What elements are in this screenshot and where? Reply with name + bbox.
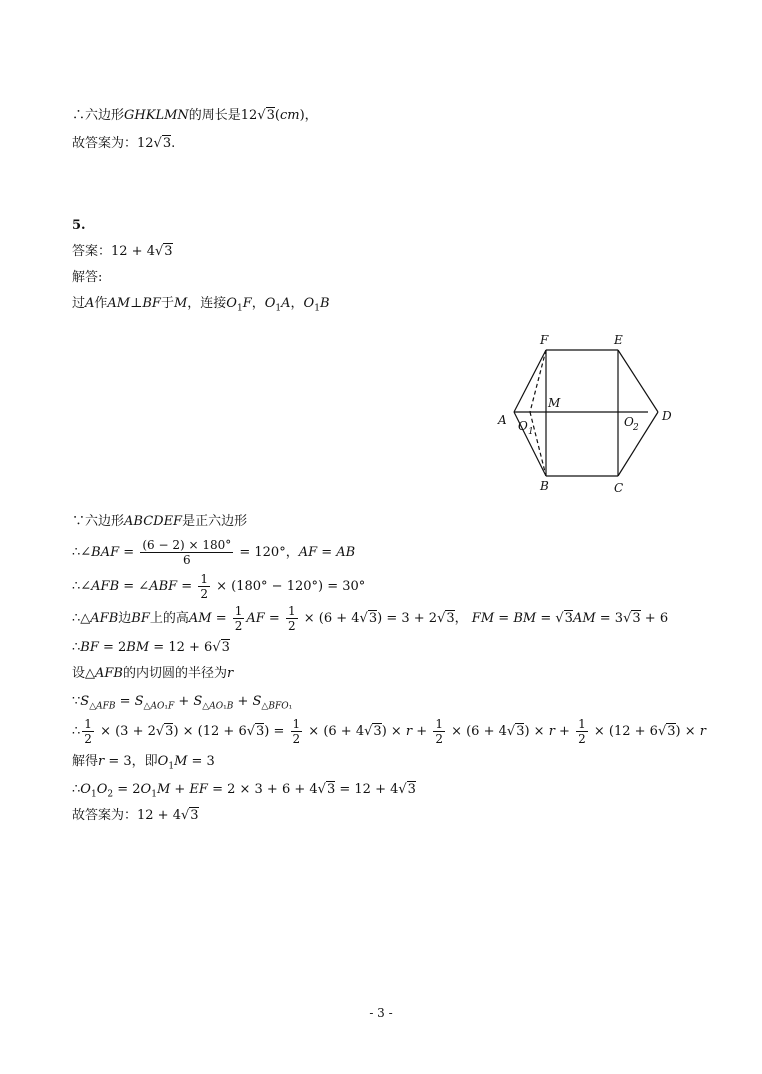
step-angle-baf: ∴∠BAF = $\frac{(6 - 2) \times 180^\circ}{6}$ = 120°，AF = AB <box>72 538 356 567</box>
label-C: C <box>614 481 624 495</box>
hexagon-figure <box>490 328 680 498</box>
text-line-answer-prev: 故答案为：12√3. <box>72 136 176 151</box>
label-B: B <box>540 479 549 493</box>
construct-line: 过A作AM⊥BF于M，连接$O_1F$，$O_1A$，$O_1B$ <box>72 296 330 314</box>
step-solve-r: 解得r = 3，即$O_1M = 3$ <box>72 754 215 772</box>
step-area-equation: ∴ $\frac{1}{2}$ × (3 + 2√3) × (12 + 6√3) = $\frac{1}{2}$ × (6 + 4√3) × r + $\frac{1}{2}$ × (6 + 4√3) × r + $\frac{1}{2}$ × (12 + 6√3) × r <box>72 717 706 746</box>
label-O2: O <box>624 415 634 429</box>
label-D: D <box>662 409 672 423</box>
label-O2-sub: 2 <box>633 423 639 433</box>
label-O1-sub: 1 <box>528 427 534 437</box>
answer-line: 答案：12 + 4√3 <box>72 244 173 259</box>
label-A: A <box>498 413 507 427</box>
step-angle-afb: ∴∠AFB = ∠ABF = $\frac{1}{2}$ × (180° − 120°) = 30° <box>72 572 366 601</box>
step-o1o2: $\therefore O_1O_2 = 2O_1M$ + EF = 2 × 3 + 6 + 4√3 = 12 + 4√3 <box>72 782 416 800</box>
label-O1: O <box>518 419 528 433</box>
label-F: F <box>540 333 549 347</box>
label-M: M <box>548 396 561 410</box>
text-line-perimeter: ∴六边形GHKLMN的周长是12√3(cm)， <box>72 108 318 123</box>
page-number: - 3 - <box>369 1006 393 1020</box>
step-bf: ∴BF = 2BM = 12 + 6√3 <box>72 640 230 655</box>
solution-heading: 解答: <box>72 270 103 285</box>
question-number: 5. <box>72 218 86 233</box>
label-E: E <box>614 333 623 347</box>
step-regular-hexagon: ∵六边形ABCDEF是正六边形 <box>72 514 248 529</box>
step-height-am: ∴△AFB边BF上的高AM = $\frac{1}{2}$ AF = $\frac{1}{2}$ × (6 + 4√3) = 3 + 2√3， FM = BM = √3AM = 3√3 + 6 <box>72 604 669 633</box>
step-incircle: 设△AFB的内切圆的半径为r <box>72 666 234 681</box>
final-answer: 故答案为：12 + 4√3 <box>72 808 199 823</box>
step-area-sum: $\because S_{\triangle AFB} = S_{\triangle AO_1F} + S_{\triangle AO_1B} + S_{\triangle BFO_1}$ <box>72 694 293 712</box>
